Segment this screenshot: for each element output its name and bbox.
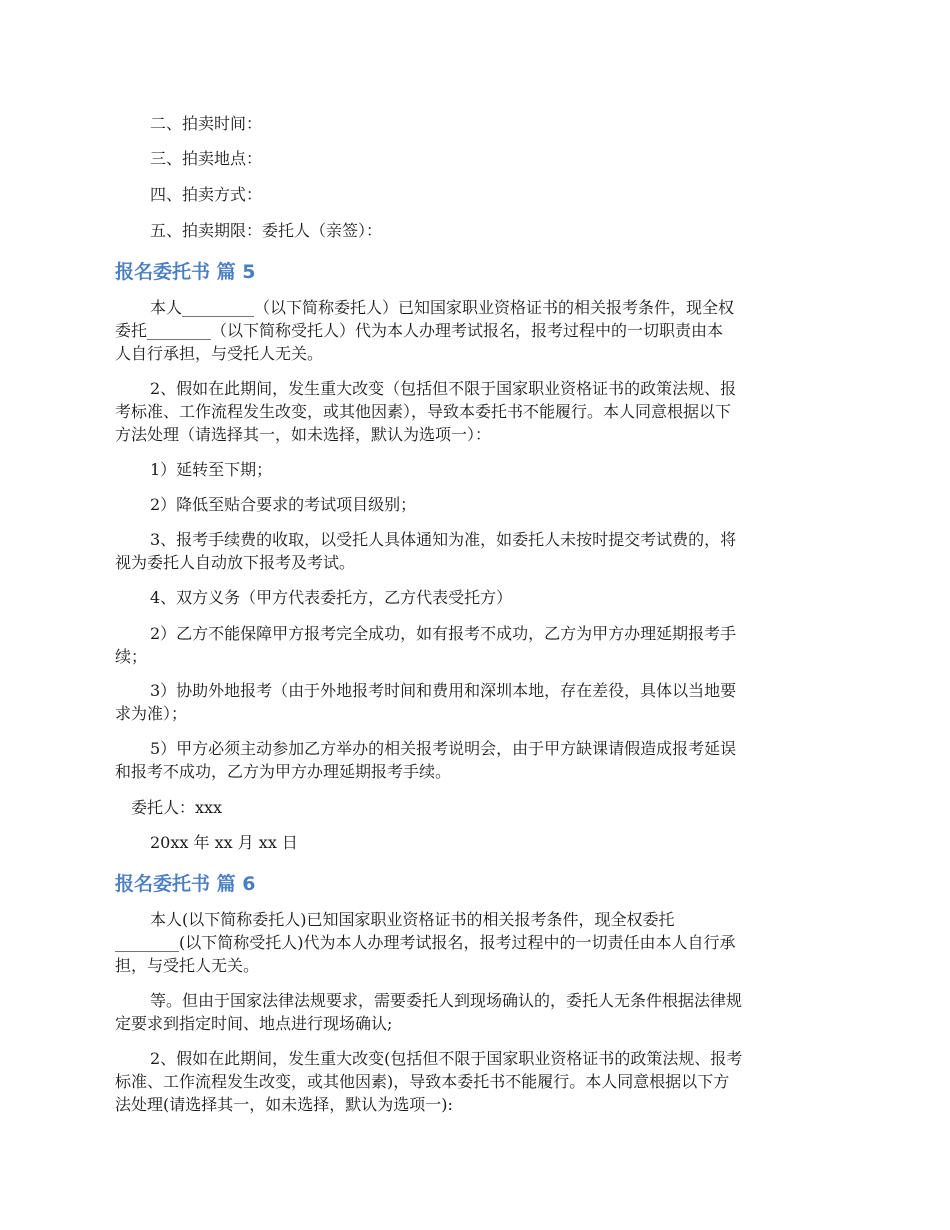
s5-paragraph-2-line-3: 方法处理（请选择其一，如未选择，默认为选项一）：	[115, 425, 492, 444]
s6-paragraph-3-line-3: 法处理(请选择其一，如未选择，默认为选项一):	[115, 1095, 453, 1114]
s6-paragraph-1-line-2: ________(以下简称受托人)代为本人办理考试报名，报考过程中的一切责任由本人自行承	[115, 933, 736, 952]
auction-time-item: 二、拍卖时间：	[150, 114, 263, 133]
s5-paragraph-4: 4、双方义务（甲方代表委托方，乙方代表受托方）	[150, 588, 513, 607]
auction-period-item: 五、拍卖期限：委托人（亲签）：	[150, 221, 383, 240]
s5-paragraph-1-line-3: 人自行承担，与受托人无关。	[115, 344, 324, 363]
s5-date: 20xx 年 xx 月 xx 日	[150, 833, 298, 852]
s5-signer: 委托人：xxx	[131, 798, 223, 817]
section-heading-6: 报名委托书 篇 6	[115, 873, 256, 895]
s5-paragraph-5-line-2: 续；	[115, 647, 148, 666]
section-heading-5: 报名委托书 篇 5	[115, 261, 256, 283]
s6-paragraph-2-line-1: 等。但由于国家法律法规要求，需要委托人到现场确认的，委托人无条件根据法律规	[150, 991, 743, 1010]
s5-paragraph-3-line-1: 3、报考手续费的收取，以受托人具体通知为准，如委托人未按时提交考试费的，将	[150, 530, 737, 549]
s5-paragraph-2-line-1: 2、假如在此期间，发生重大改变（包括但不限于国家职业资格证书的政策法规、报	[150, 379, 737, 398]
s6-paragraph-1-line-3: 担，与受托人无关。	[115, 956, 260, 975]
s5-paragraph-7-line-2: 和报考不成功，乙方为甲方办理延期报考手续。	[115, 762, 452, 781]
s6-paragraph-1-line-1: 本人(以下简称委托人)已知国家职业资格证书的相关报考条件，现全权委托	[150, 910, 675, 929]
s5-paragraph-2-line-2: 考标准、工作流程发生改变，或其他因素），导致本委托书不能履行。本人同意根据以下	[115, 402, 732, 421]
s6-paragraph-3-line-1: 2、假如在此期间，发生重大改变(包括但不限于国家职业资格证书的政策法规、报考	[150, 1049, 743, 1068]
s5-paragraph-3-line-2: 视为委托人自动放下报考及考试。	[115, 553, 356, 572]
auction-method-item: 四、拍卖方式：	[150, 185, 263, 204]
s5-paragraph-5-line-1: 2）乙方不能保障甲方报考完全成功，如有报考不成功，乙方为甲方办理延期报考手	[150, 624, 737, 643]
auction-location-item: 三、拍卖地点：	[150, 149, 263, 168]
s5-paragraph-6-line-1: 3）协助外地报考（由于外地报考时间和费用和深圳本地，存在差役，具体以当地要	[150, 681, 737, 700]
s5-paragraph-7-line-1: 5）甲方必须主动参加乙方举办的相关报考说明会，由于甲方缺课请假造成报考延误	[150, 739, 737, 758]
s5-paragraph-1-line-2: 委托________（以下简称受托人）代为本人办理考试报名，报考过程中的一切职责由本	[115, 321, 724, 340]
s5-option-2: 2）降低至贴合要求的考试项目级别；	[150, 495, 417, 514]
s6-paragraph-2-line-2: 定要求到指定时间、地点进行现场确认;	[115, 1014, 393, 1033]
s5-paragraph-1-line-1: 本人_________（以下简称委托人）已知国家职业资格证书的相关报考条件，现全权	[150, 298, 735, 317]
s5-paragraph-6-line-2: 求为准）；	[115, 704, 188, 723]
s5-option-1: 1）延转至下期；	[150, 460, 273, 479]
s6-paragraph-3-line-2: 标准、工作流程发生改变，或其他因素)，导致本委托书不能履行。本人同意根据以下方	[115, 1072, 730, 1091]
